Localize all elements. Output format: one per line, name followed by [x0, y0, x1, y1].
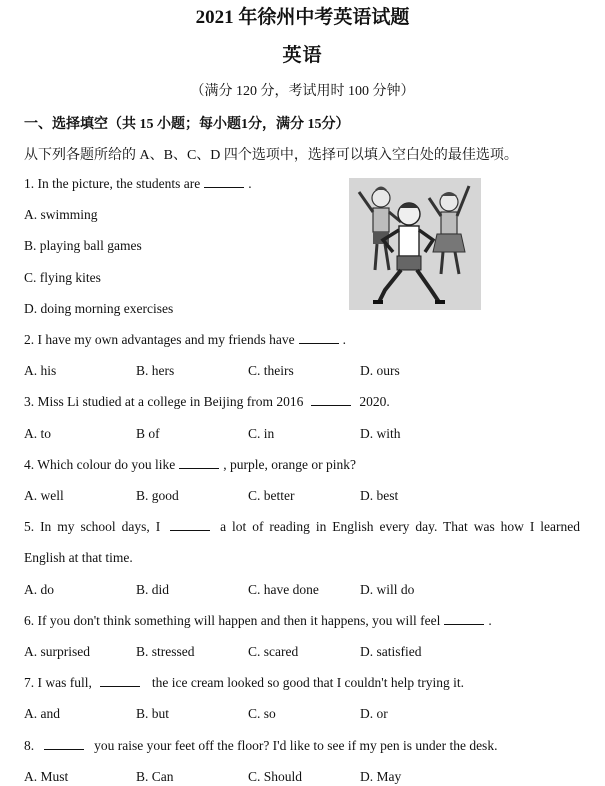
option-a: A. swimming [24, 207, 98, 222]
option-d: D. May [360, 769, 402, 784]
answer-blank [100, 685, 140, 687]
question-text: 3. Miss Li studied at a college in Beijing from 2016 [24, 394, 304, 409]
answer-blank [204, 186, 244, 188]
question-text-end: you raise your feet off the floor? I'd like to see if my pen is under the desk. [94, 738, 498, 753]
question-text: 8. [24, 738, 35, 753]
question-6 [24, 613, 492, 629]
question-4 [24, 457, 356, 473]
option-b: B. good [136, 488, 179, 503]
question-text-end: 2020. [359, 394, 390, 409]
option-d: D. satisfied [360, 644, 422, 659]
option-c: C. have done [248, 582, 319, 597]
option-c: C. Should [248, 769, 303, 784]
option-a: A. and [24, 706, 60, 721]
question-3 [24, 394, 390, 410]
question-text: 7. I was full, [24, 675, 92, 690]
option-a: A. do [24, 582, 54, 597]
option-a: A. to [24, 426, 51, 441]
question-text: 2. I have my own advantages and my friends have [24, 332, 295, 347]
option-b: B. but [136, 706, 170, 721]
question-text: 1. In the picture, the students are [24, 176, 201, 191]
section-heading: 一、选择填空（共 15 小题；每小题1分，满分 15分） [24, 117, 350, 132]
page-title: 2021 年徐州中考英语试题 [195, 7, 410, 28]
option-c: C. flying kites [24, 270, 101, 285]
answer-blank [299, 342, 339, 344]
option-b: B. stressed [136, 644, 195, 659]
option-b: B. playing ball games [24, 238, 142, 253]
option-b: B. Can [136, 769, 174, 784]
answer-blank [444, 623, 484, 625]
question-7 [24, 675, 464, 691]
question-text-end: . [248, 176, 252, 191]
students-exercising-illustration [349, 178, 481, 310]
question-5 [24, 519, 580, 535]
option-a: A. his [24, 363, 57, 378]
option-a: A. well [24, 488, 64, 503]
question-text: 6. If you don't think something will happen and then it happens, you will feel [24, 613, 441, 628]
option-a: A. Must [24, 769, 69, 784]
question-text-end: , purple, orange or pink? [223, 457, 356, 472]
question-text-end: a lot of reading in English every day. That was how I learned [220, 519, 581, 534]
answer-blank [179, 467, 219, 469]
exam-note: （满分 120 分，考试用时 100 分钟） [190, 84, 415, 99]
question-8 [24, 738, 497, 754]
option-c: C. in [248, 426, 275, 441]
option-a: A. surprised [24, 644, 90, 659]
answer-blank [170, 529, 210, 531]
option-d: D. with [360, 426, 401, 441]
option-c: C. so [248, 706, 276, 721]
option-c: C. scared [248, 644, 299, 659]
question-2 [24, 332, 346, 348]
question-text-end: . [488, 613, 492, 628]
option-c: C. theirs [248, 363, 294, 378]
section-instruction: 从下列各题所给的 A、B、C、D 四个选项中，选择可以填入空白处的最佳选项。 [24, 148, 518, 163]
question-1 [24, 176, 252, 192]
question-text-end: . [342, 332, 347, 347]
option-d: D. will do [360, 582, 415, 597]
answer-blank [44, 748, 84, 750]
option-b: B. did [136, 582, 170, 597]
option-d: D. ours [360, 363, 400, 378]
question-text-end: the ice cream looked so good that I couldn't help trying it. [151, 675, 464, 690]
option-c: C. better [248, 488, 295, 503]
option-b: B. hers [136, 363, 175, 378]
answer-blank [311, 404, 351, 406]
subject-heading: 英语 [282, 45, 323, 66]
option-d: D. doing morning exercises [24, 301, 174, 316]
question-text: 5. In my school days, I [24, 519, 161, 534]
question-5-continued: English at that time. [24, 550, 133, 565]
option-b: B of [136, 426, 160, 441]
question-text: 4. Which colour do you like [24, 457, 176, 472]
option-d: D. best [360, 488, 399, 503]
option-d: D. or [360, 706, 388, 721]
